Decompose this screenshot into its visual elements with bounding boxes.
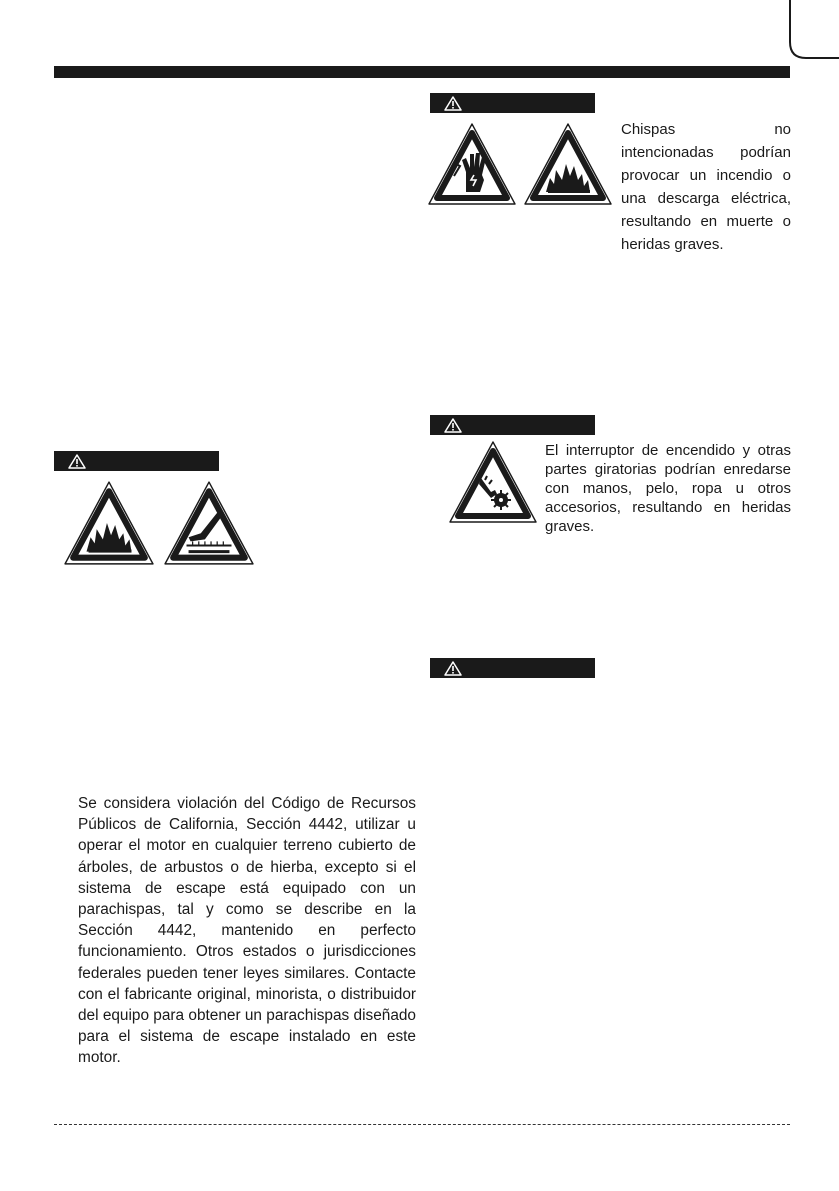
warning-text-electric-fire: Chispas no intencionadas podrían provocar un incendio o una descarga eléctrica, resultando en muerte o heridas graves. xyxy=(621,121,791,253)
warning-triangle-icon xyxy=(444,661,462,676)
header-bar xyxy=(54,66,790,78)
electric-shock-icon xyxy=(426,120,518,210)
warning-label-bar xyxy=(54,451,219,471)
fire-icon xyxy=(60,478,158,570)
crop-mark xyxy=(0,0,839,60)
footer-divider xyxy=(54,1124,790,1125)
hot-surface-icon xyxy=(160,478,258,570)
warning-label-bar xyxy=(430,415,595,435)
warning-label-bar xyxy=(430,93,595,113)
spark-arrester-notice: Se considera violación del Código de Recursos Públicos de California, Sección 4442, utilizar u operar el motor en cualquier terreno cubierto de árboles, de arbustos o de hierba, excepto si el sistema de escape está equipado con un parachispas, tal y como se describe en la Sección 4442, mantenido en perfecto funcionamiento. Otros estados o jurisdicciones federales pueden tener leyes similares. Contacte con el fabricante original, minorista, o distribuidor del equipo para obtener un parachispas diseñado para el sistema de escape instalado en este motor. xyxy=(78,795,416,1067)
warning-triangle-icon xyxy=(68,454,86,469)
entanglement-icon xyxy=(447,438,539,528)
warning-triangle-icon xyxy=(444,96,462,111)
warning-text-rotating-parts: El interruptor de encendido y otras partes giratorias podrían enredarse con manos, pelo, ropa u otros accesorios, resultando en heridas graves. xyxy=(545,442,791,535)
warning-triangle-icon xyxy=(444,418,462,433)
warning-label-bar xyxy=(430,658,595,678)
fire-icon xyxy=(522,120,614,210)
